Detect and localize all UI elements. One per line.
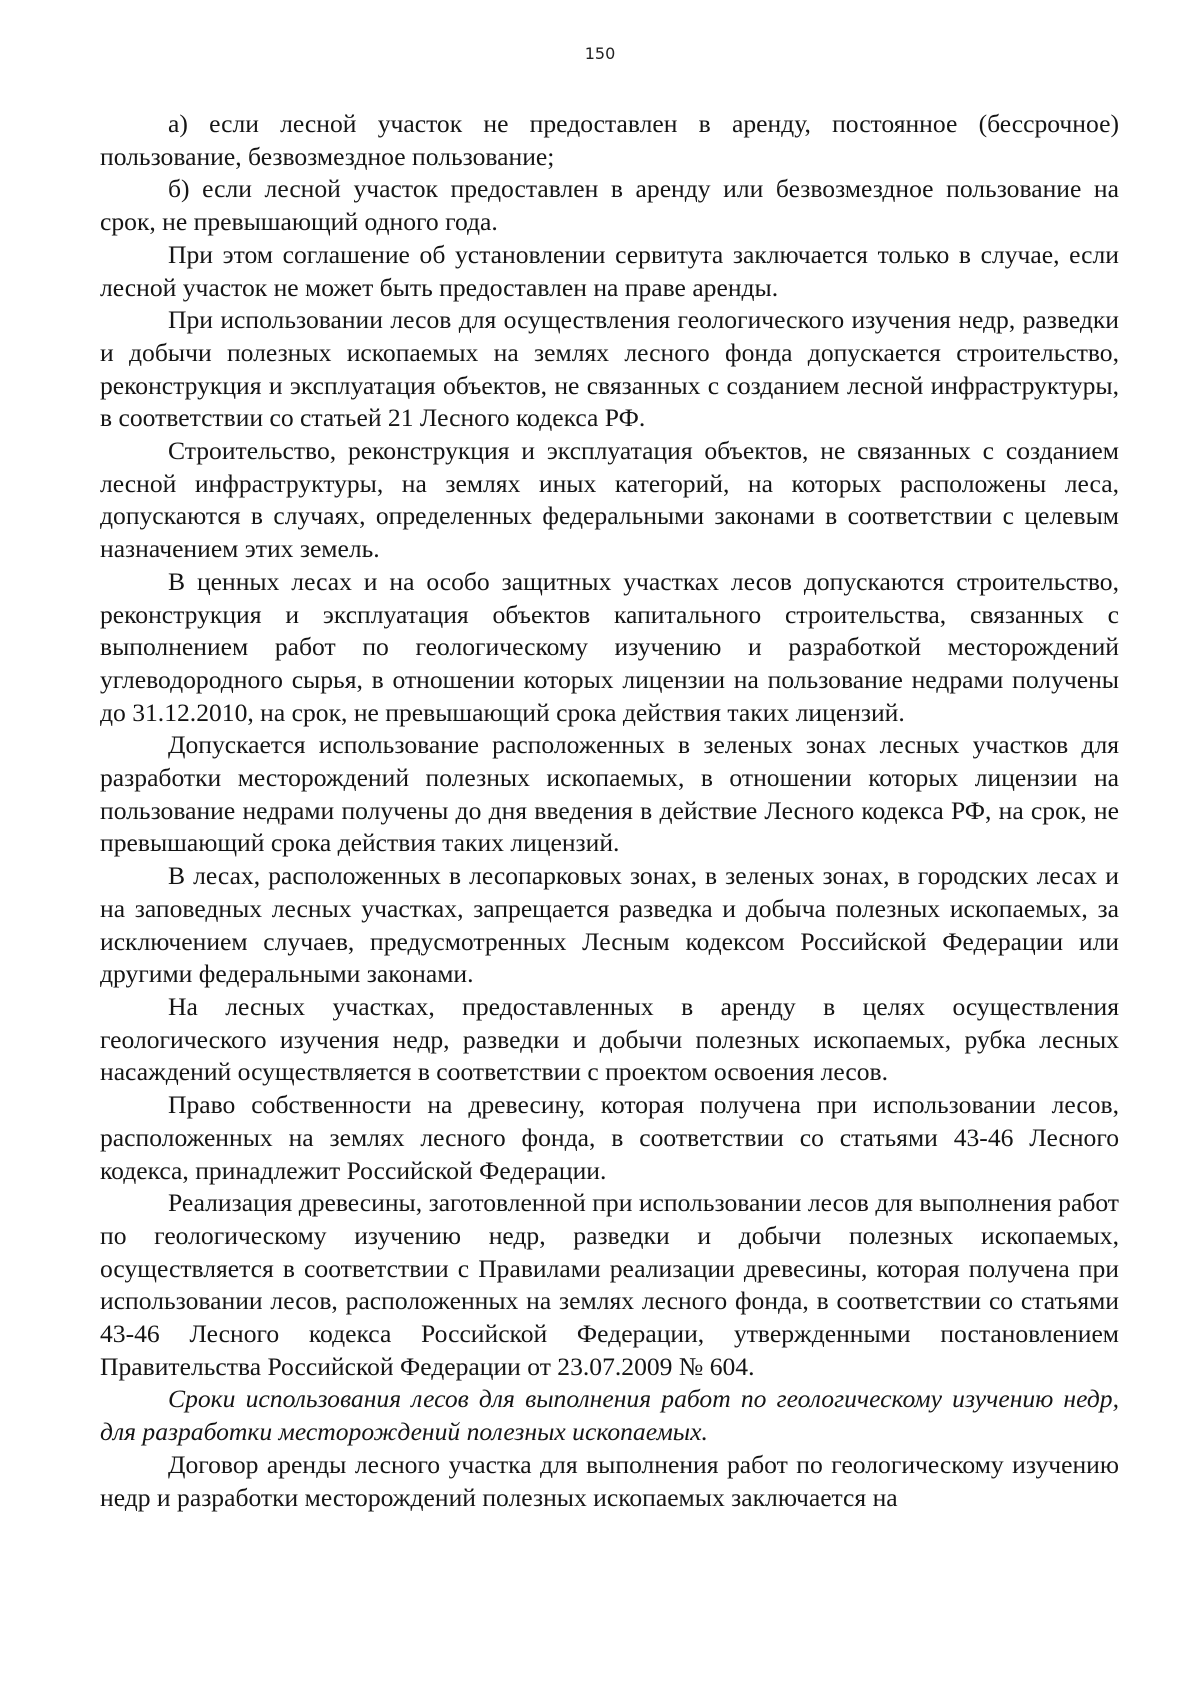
paragraph: На лесных участках, предоставленных в аренду в целях осуществления геологического изучения недр, разведки и добычи полезных ископаемых, рубка лесных насаждений осуществляется в соответствии с проектом освоения лесов.	[100, 991, 1119, 1087]
page-number: 150	[584, 44, 616, 63]
paragraph: Договор аренды лесного участка для выполнения работ по геологическому изучению недр и разработки месторождений полезных ископаемых заключается на	[100, 1449, 1119, 1512]
paragraph: а) если лесной участок не предоставлен в аренду, постоянное (бессрочное) пользование, безвозмездное пользование;	[100, 109, 1119, 171]
paragraph: В лесах, расположенных в лесопарковых зонах, в зеленых зонах, в городских лесах и на заповедных лесных участках, запрещается разведка и добыча полезных ископаемых, за исключением случаев, предусмотренных Лесным кодексом Российской Федерации или другими федеральными законами.	[100, 861, 1119, 989]
paragraph: Допускается использование расположенных в зеленых зонах лесных участков для разработки месторождений полезных ископаемых, в отношении которых лицензии на пользование недрами получены до дня введения в действие Лесного кодекса РФ, на срок, не превышающий срока действия таких лицензий.	[100, 730, 1119, 858]
paragraph: При использовании лесов для осуществления геологического изучения недр, разведки и добычи полезных ископаемых на землях лесного фонда допускается строительство, реконструкция и эксплуатация объектов, не связанных с созданием лесной инфраструктуры, в соответствии со статьей 21 Лесного кодекса РФ.	[100, 305, 1119, 433]
section-heading: Сроки использования лесов для выполнения работ по геологическому изучению недр, для разработки месторождений полезных ископаемых.	[100, 1384, 1119, 1447]
body-text	[100, 108, 1119, 1514]
paragraph: б) если лесной участок предоставлен в аренду или безвозмездное пользование на срок, не превышающий одного года.	[100, 174, 1119, 237]
paragraph: Реализация древесины, заготовленной при использовании лесов для выполнения работ по геологическому изучению недр, разведки и добычи полезных ископаемых, осуществляется в соответствии с Правилами реализации древесины, которая получена при использовании лесов, расположенных на землях лесного фонда, в соответствии со статьями 43-46 Лесного кодекса Российской Федерации, утвержденными постановлением Правительства Российской Федерации от 23.07.2009 № 604.	[100, 1188, 1119, 1381]
paragraph: При этом соглашение об установлении сервитута заключается только в случае, если лесной участок не может быть предоставлен на праве аренды.	[100, 239, 1119, 302]
paragraph: В ценных лесах и на особо защитных участках лесов допускаются строительство, реконструкция и эксплуатация объектов капитального строительства, связанных с выполнением работ по геологическому изучению и разработкой месторождений углеводородного сырья, в отношении которых лицензии на пользование недрами получены до 31.12.2010, на срок, не превышающий срока действия таких лицензий.	[100, 566, 1119, 727]
paragraph: Право собственности на древесину, которая получена при использовании лесов, расположенных на землях лесного фонда, в соответствии со статьями 43-46 Лесного кодекса, принадлежит Российской Федерации.	[100, 1090, 1119, 1185]
paragraph: Строительство, реконструкция и эксплуатация объектов, не связанных с созданием лесной инфраструктуры, на землях иных категорий, на которых расположены леса, допускаются в случаях, определенных федеральными законами в соответствии с целевым назначением этих земель.	[100, 436, 1119, 564]
